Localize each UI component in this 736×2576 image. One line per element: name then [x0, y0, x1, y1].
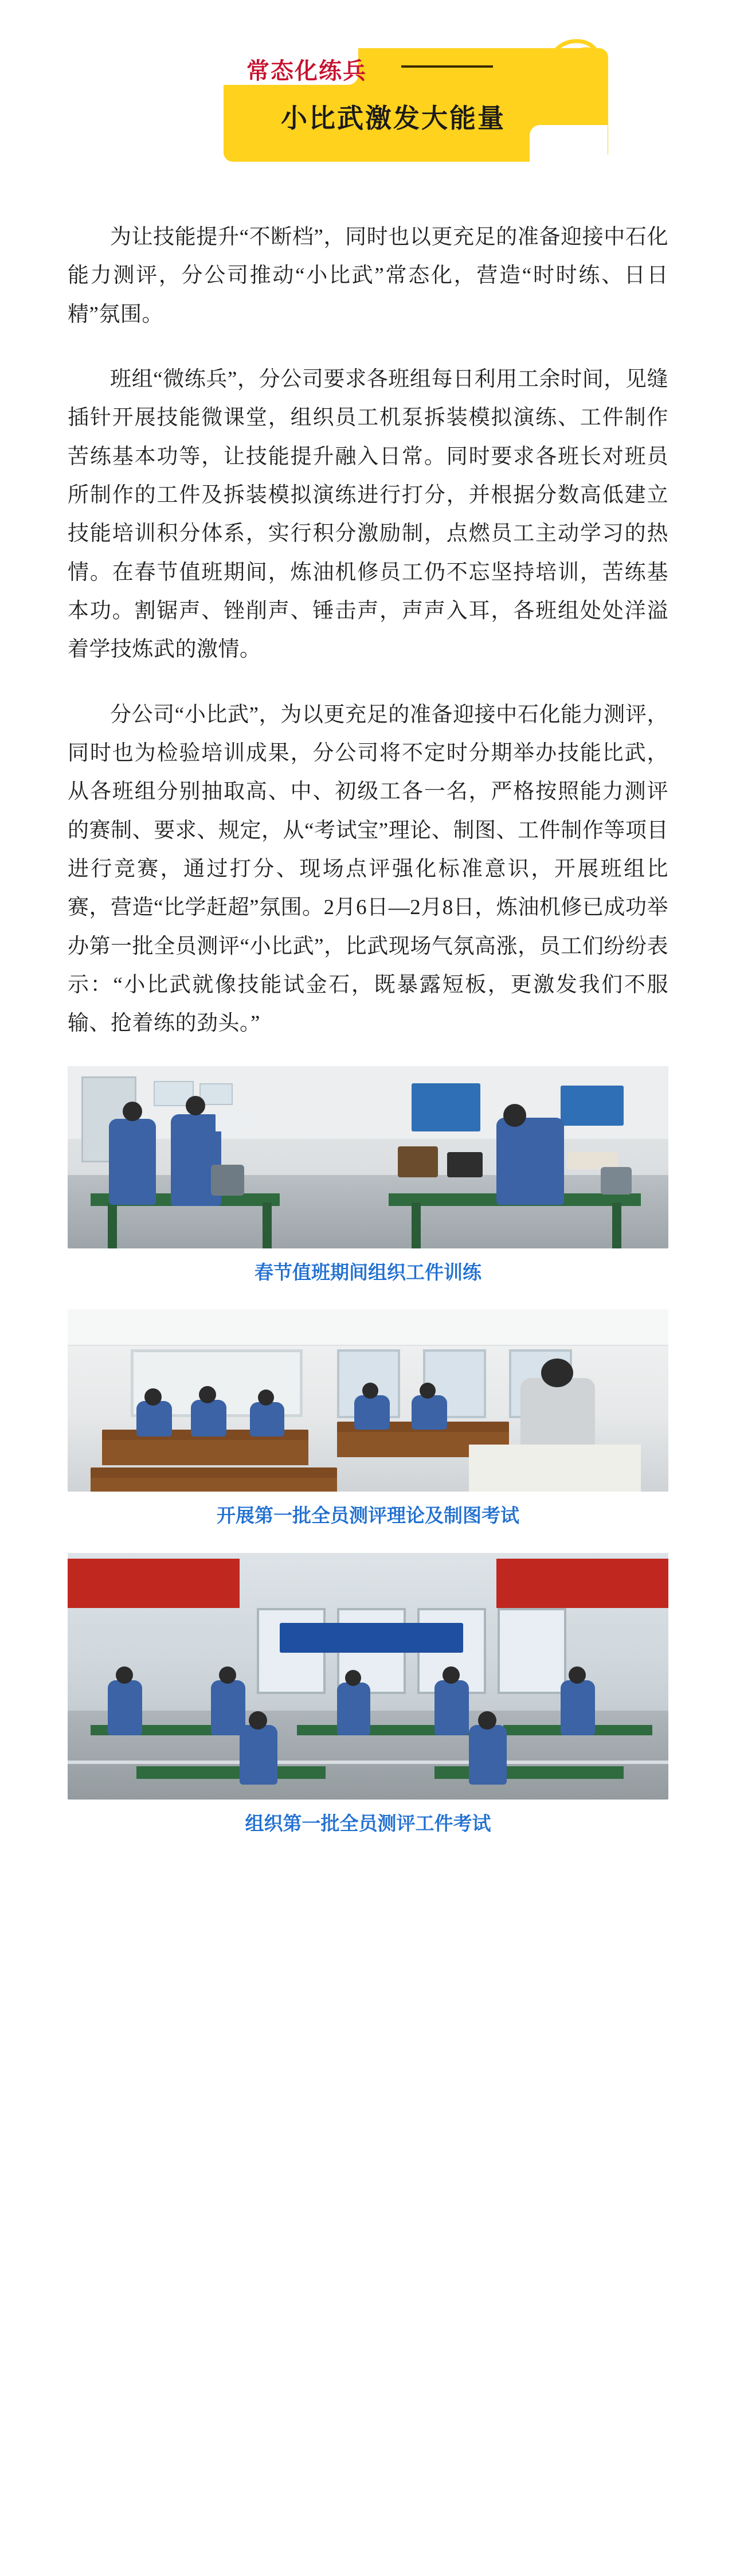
header-title-line1: 常态化练兵 [246, 58, 367, 84]
paragraph-2: 班组“微练兵”，分公司要求各班组每日利用工余时间，见缝插针开展技能微课堂，组织员工机泵拆装模拟演练、工件制作苦练基本功等，让技能提升融入日常。同时要求各班长对班员所制作的工件及拆装模拟演练进行打分，并根据分数高低建立技能培训积分体系，实行积分激励制，点燃员工主动学习的热情。在春节值班期间，炼油机修员工仍不忘坚持培训，苦练基本功。割锯声、锉削声、锤击声，声声入耳，各班组处处洋溢着学技炼武的激情。 [68, 367, 668, 662]
figure-3 [68, 1553, 668, 1841]
photo-workshop-training [68, 1066, 668, 1248]
paragraph-1: 为让技能提升“不断档”，同时也以更充足的准备迎接中石化能力测评，分公司推动“小比武”常态化，营造“时时练、日日精”氛围。 [68, 225, 668, 326]
photo-workpiece-exam-hall [68, 1553, 668, 1800]
figure-list [0, 1066, 736, 1841]
paragraph-3: 分公司“小比武”，为以更充足的准备迎接中石化能力测评，同时也为检验培训成果，分公司将不定时分期举办技能比武，从各班组分别抽取高、中、初级工各一名，严格按照能力测评的赛制、要求、规定，从“考试宝”理论、制图、工件制作等项目进行竞赛，通过打分、现场点评强化标准意识，开展班组比赛，营造“比学赶超”氛围。2月6日—2月8日，炼油机修已成功举办第一批全员测评“小比武”，比武现场气氛高涨，员工们纷纷表示：“小比武就像技能试金石，既暴露短板，更激发我们不服输、抢着练的劲头。” [68, 702, 668, 1036]
article-body [0, 218, 736, 1043]
figure-2-caption: 开展第一批全员测评理论及制图考试 [217, 1505, 519, 1527]
page-header [0, 0, 736, 218]
figure-3-caption: 组织第一批全员测评工件考试 [245, 1813, 491, 1835]
photo-classroom-exam [68, 1309, 668, 1492]
figure-1 [68, 1066, 668, 1290]
header-title-rule [401, 65, 493, 68]
figure-1-caption: 春节值班期间组织工件训练 [255, 1261, 481, 1283]
banner-notch-bottom-right [530, 125, 608, 162]
header-banner [189, 33, 608, 171]
decorative-loop-icon [533, 33, 613, 102]
header-title-line2: 小比武激发大能量 [281, 103, 506, 133]
figure-2 [68, 1309, 668, 1533]
